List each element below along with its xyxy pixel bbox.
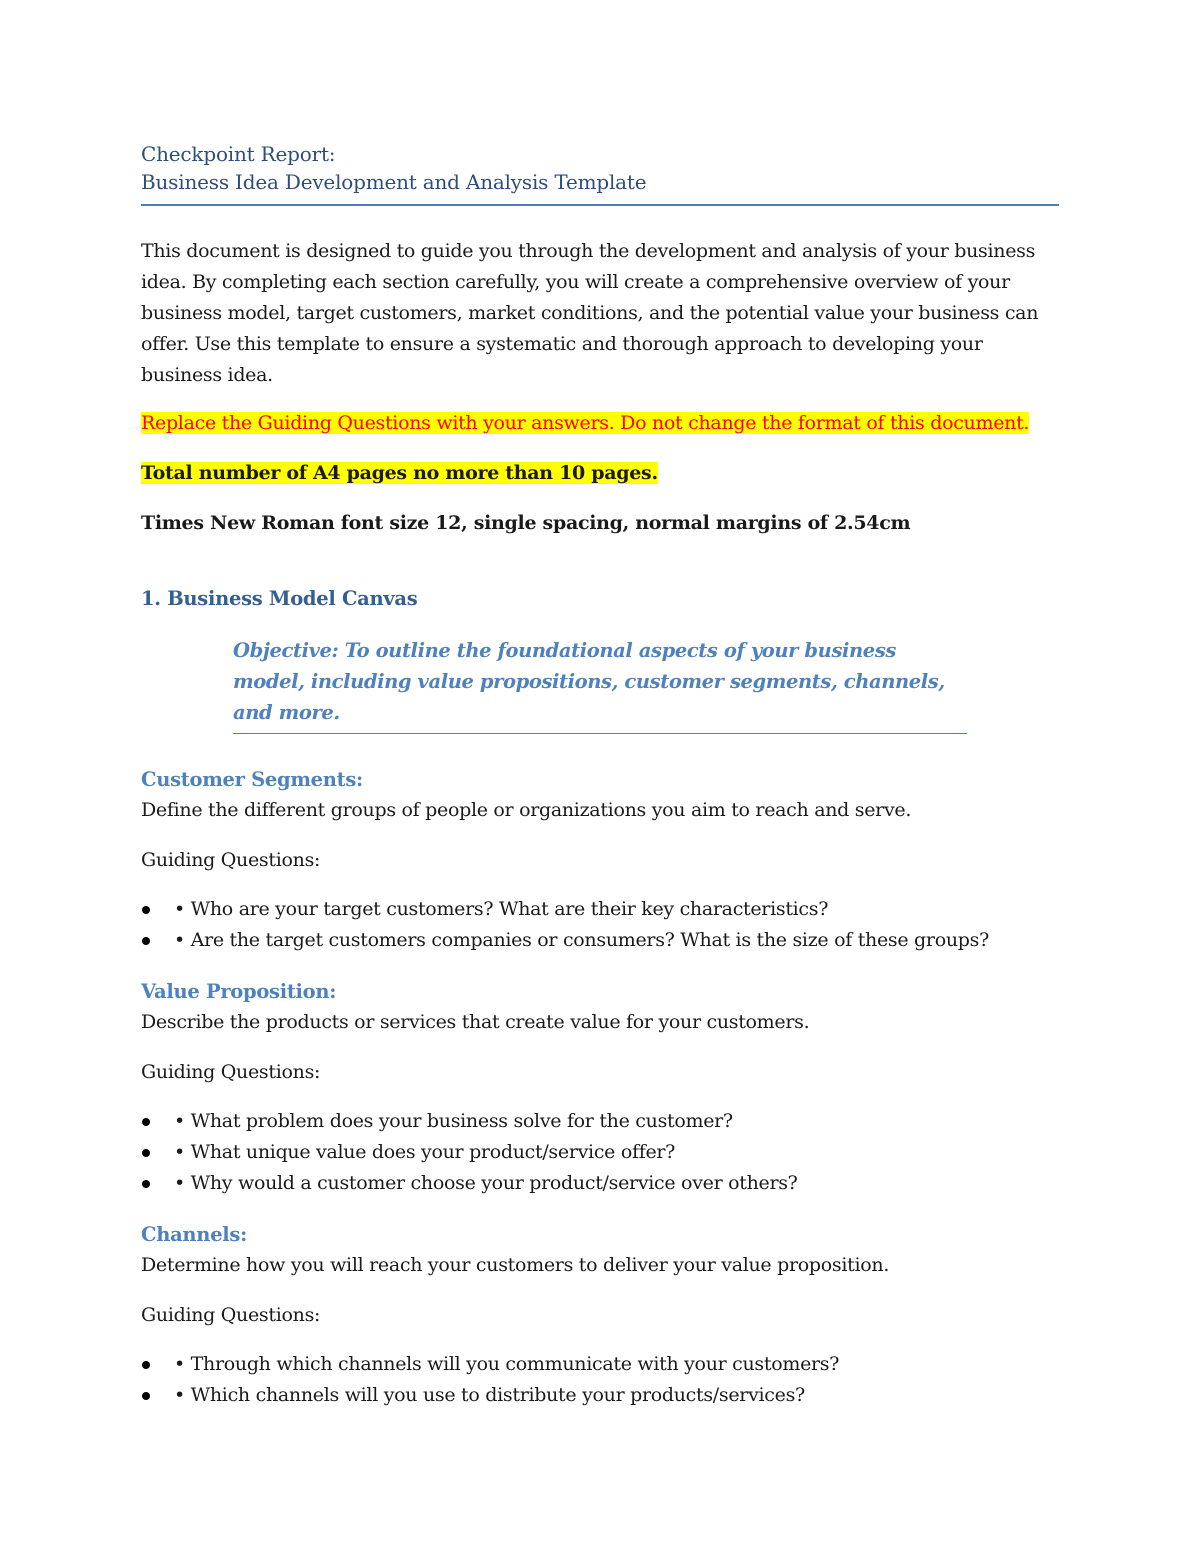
customer-segments-block: [141, 764, 1059, 956]
objective-text: Objective: To outline the foundational aspects of your business model, including value propositions, customer segments, channels, and more.: [233, 639, 945, 724]
guiding-questions-label: Guiding Questions:: [141, 1304, 321, 1326]
intro-paragraph: This document is designed to guide you through the development and analysis of your business idea. By completing each section carefully, you will create a comprehensive overview of your business model, target customers, market conditions, and the potential value your business can offer. Use this template to ensure a systematic and thorough approach to developing your business idea.: [141, 240, 1039, 386]
channels-questions: [141, 1349, 1059, 1411]
customer-segments-questions: [141, 894, 1059, 956]
format-notice: Times New Roman font size 12, single spacing, normal margins of 2.54cm: [141, 512, 911, 534]
document-page: [141, 140, 1059, 1411]
replace-notice-text: Replace the Guiding Questions with your answers. Do not change the format of this document.: [141, 412, 1030, 434]
replace-notice: [141, 409, 1059, 437]
channels-heading: Channels:: [141, 1223, 247, 1246]
list-item: • Are the target customers companies or consumers? What is the size of these groups?: [141, 925, 1059, 956]
title-line-2: Business Idea Development and Analysis Template: [141, 170, 647, 194]
value-proposition-desc: Describe the products or services that create value for your customers.: [141, 1011, 810, 1033]
title-line-1: Checkpoint Report:: [141, 142, 336, 166]
channels-block: [141, 1219, 1059, 1411]
list-item: • Which channels will you use to distribute your products/services?: [141, 1380, 1059, 1411]
objective-divider: [233, 733, 967, 734]
list-item: • Who are your target customers? What are their key characteristics?: [141, 894, 1059, 925]
list-item: • What unique value does your product/service offer?: [141, 1137, 1059, 1168]
list-item: • What problem does your business solve for the customer?: [141, 1106, 1059, 1137]
title-divider: [141, 204, 1059, 206]
guiding-questions-label: Guiding Questions:: [141, 849, 321, 871]
list-item: • Why would a customer choose your product/service over others?: [141, 1168, 1059, 1199]
pages-notice: [141, 459, 1059, 487]
guiding-questions-label: Guiding Questions:: [141, 1061, 321, 1083]
value-proposition-block: [141, 976, 1059, 1199]
pages-notice-text: Total number of A4 pages no more than 10 pages.: [141, 462, 658, 484]
channels-desc: Determine how you will reach your customers to deliver your value proposition.: [141, 1254, 890, 1276]
customer-segments-desc: Define the different groups of people or organizations you aim to reach and serve.: [141, 799, 912, 821]
list-item: • Through which channels will you communicate with your customers?: [141, 1349, 1059, 1380]
objective-block: [233, 635, 967, 734]
document-title: [141, 140, 1059, 196]
section-heading-business-model-canvas: 1. Business Model Canvas: [141, 587, 418, 610]
value-proposition-questions: [141, 1106, 1059, 1199]
value-proposition-heading: Value Proposition:: [141, 980, 337, 1003]
customer-segments-heading: Customer Segments:: [141, 768, 363, 791]
